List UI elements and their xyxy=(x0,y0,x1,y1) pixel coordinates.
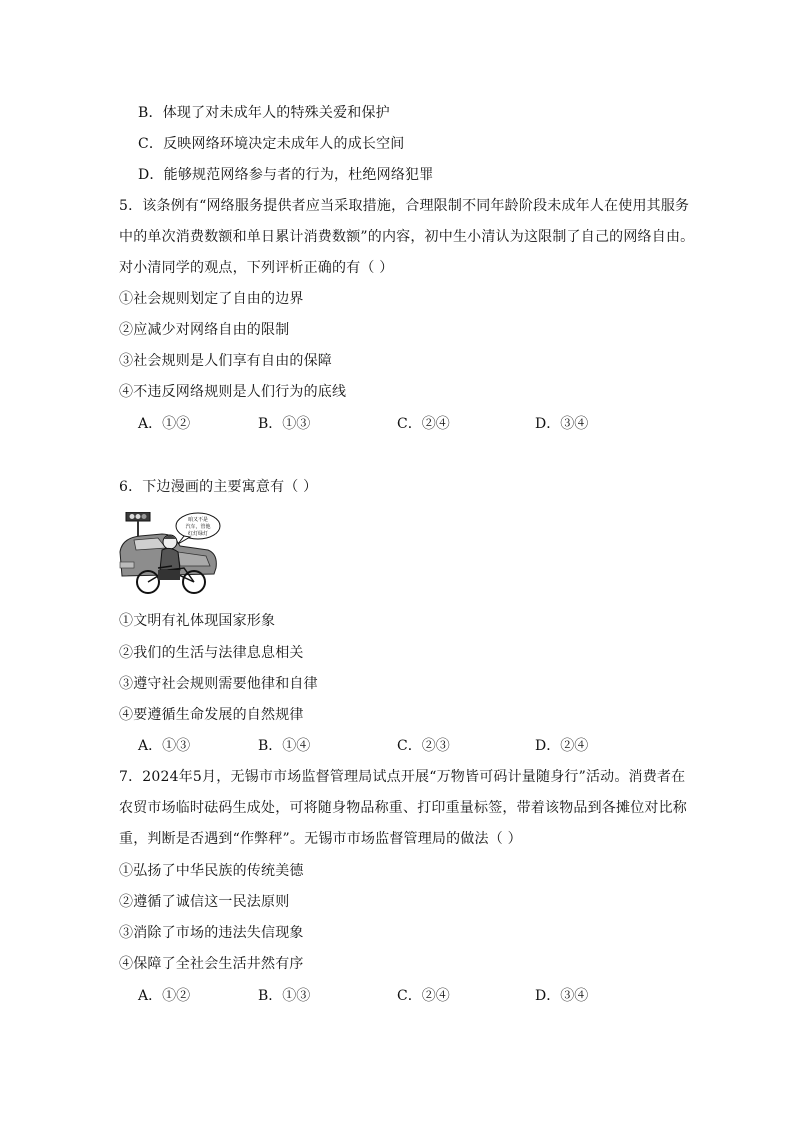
q7-item-2: ②遵循了诚信这一民法原则 xyxy=(119,894,290,910)
q6-choice-b: B．①④ xyxy=(258,738,311,754)
q5-item-3: ③社会规则是人们享有自由的保障 xyxy=(119,353,332,369)
q6-choices xyxy=(138,737,658,755)
cartoon-text-1: 咱又不是 xyxy=(187,517,209,523)
q6-item-1: ①文明有礼体现国家形象 xyxy=(119,613,276,629)
q7-item-1: ①弘扬了中华民族的传统美德 xyxy=(119,863,304,879)
q5-item-4: ④不违反网络规则是人们行为的底线 xyxy=(119,384,347,400)
cartoon-image xyxy=(118,512,222,596)
q5-item-1: ①社会规则划定了自由的边界 xyxy=(119,291,304,307)
q5-choices xyxy=(138,415,658,433)
q6-item-3: ③遵守社会规则需要他律和自律 xyxy=(119,676,318,692)
q5-stem-line-1: 5．该条例有“网络服务提供者应当采取措施，合理限制不同年龄阶段未成年人在使用其服务 xyxy=(119,198,690,214)
q7-choice-c: C．②④ xyxy=(397,988,450,1004)
q5-choice-d: D．③④ xyxy=(535,416,589,432)
q7-choice-b: B．①③ xyxy=(258,988,311,1004)
cartoon-text-3: 红灯绿灯 xyxy=(187,531,209,537)
q5-item-2: ②应减少对网络自由的限制 xyxy=(119,322,290,338)
q5-stem-line-2: 中的单次消费数额和单日累计消费数额”的内容，初中生小清认为这限制了自己的网络自由。 xyxy=(119,229,695,245)
q7-choices xyxy=(138,987,658,1005)
q5-choice-a: A．①② xyxy=(138,416,191,432)
q7-choice-a: A．①② xyxy=(138,988,191,1004)
q7-stem-line-2: 农贸市场临时砝码生成处，可将随身物品称重、打印重量标签，带着该物品到各摊位对比称 xyxy=(119,800,687,816)
q7-item-3: ③消除了市场的违法失信现象 xyxy=(119,925,304,941)
q6-item-4: ④要遵循生命发展的自然规律 xyxy=(119,707,304,723)
q7-item-4: ④保障了全社会生活井然有序 xyxy=(119,956,304,972)
q6-stem: 6．下边漫画的主要寓意有（ ） xyxy=(119,479,318,495)
q7-choice-d: D．③④ xyxy=(535,988,589,1004)
q6-choice-c: C．②③ xyxy=(397,738,450,754)
q7-stem-line-3: 重，判断是否遇到“作弊秤”。无锡市市场监督管理局的做法（ ） xyxy=(119,831,522,847)
q7-stem-line-1: 7．2024年5月，无锡市市场监督管理局试点开展“万物皆可码计量随身行”活动。消费者在 xyxy=(119,769,686,785)
q4-option-c: C．反映网络环境决定未成年人的成长空间 xyxy=(138,136,405,152)
cartoon-text-2: 汽车，管他 xyxy=(185,524,211,530)
q6-item-2: ②我们的生活与法律息息相关 xyxy=(119,645,304,661)
q5-stem-line-3: 对小清同学的观点，下列评析正确的有（ ） xyxy=(119,260,394,276)
q5-choice-b: B．①③ xyxy=(258,416,311,432)
q4-option-b: B．体现了对未成年人的特殊关爱和保护 xyxy=(138,105,390,121)
q5-choice-c: C．②④ xyxy=(397,416,450,432)
q6-choice-d: D．②④ xyxy=(535,738,589,754)
q4-option-d: D．能够规范网络参与者的行为，杜绝网络犯罪 xyxy=(138,167,434,183)
q6-choice-a: A．①③ xyxy=(138,738,191,754)
